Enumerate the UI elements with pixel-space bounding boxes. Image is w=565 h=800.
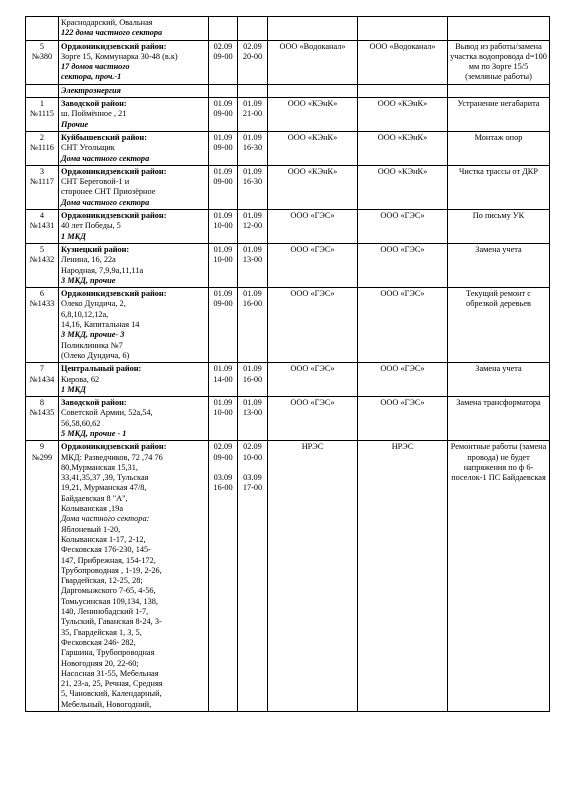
start-time: 10-00	[213, 255, 233, 265]
end-cell	[238, 98, 268, 132]
address-line: 35, Гвардейская 1, 3, 5,	[61, 627, 142, 637]
index-cell	[26, 288, 59, 363]
start-time: 09-00	[213, 177, 233, 187]
work-cell: Замена учета	[448, 243, 550, 287]
address-line: Кирова, 62	[61, 374, 100, 384]
row-code: №1115	[30, 109, 54, 119]
executor-cell: ООО «ГЭС»	[268, 288, 358, 363]
executor-cell: ООО «КЭнК»	[268, 165, 358, 209]
address-line: Гвардейская, 12-25, 28;	[61, 576, 143, 586]
address-line: Насосная 31-55, Мебельная	[61, 668, 159, 678]
summary-line: 3 МКД, прочие	[61, 275, 116, 285]
index-cell	[26, 243, 59, 287]
section-header-row	[26, 84, 550, 97]
work-cell: Монтаж опор	[448, 131, 550, 165]
work-cell: Чистка трассы от ДКР	[448, 165, 550, 209]
start-time: 09-00	[213, 51, 233, 61]
start-date: 02.09	[213, 442, 233, 452]
address-line: Трубопроводная , 1-19, 2-26,	[61, 565, 162, 575]
start-cell	[209, 363, 238, 397]
address-line: 40 лет Победы, 5	[61, 221, 121, 231]
start-time: 14-00	[213, 374, 233, 384]
end-time: 16-30	[242, 143, 263, 153]
executor-cell: ООО «КЭнК»	[268, 131, 358, 165]
address-cell	[59, 165, 209, 209]
end-time: 20-00	[242, 51, 263, 61]
summary-line: 3 МКД, прочие- 3	[61, 330, 125, 340]
executor-cell: ООО «ГЭС»	[268, 397, 358, 441]
start-cell	[209, 40, 238, 84]
executor-cell: ООО «КЭнК»	[268, 98, 358, 132]
start-cell	[209, 210, 238, 244]
address-line: Народная, 7,9,9а,11,11а	[61, 265, 144, 275]
address-cell	[59, 243, 209, 287]
address-line: Советской Армии, 52а,54,	[61, 408, 153, 418]
end-cell	[238, 210, 268, 244]
district-line: Орджоникидзевский район:	[61, 166, 167, 176]
owner-cell: ООО «ГЭС»	[358, 363, 448, 397]
row-code: №1431	[29, 221, 55, 231]
row-index: 1	[39, 99, 45, 109]
end-time: 16-30	[242, 177, 263, 187]
outage-row	[26, 441, 550, 712]
row-code: №1432	[29, 255, 55, 265]
owner-cell: ООО «ГЭС»	[358, 243, 448, 287]
row-code: №299	[31, 452, 53, 462]
start-date: 03.09	[213, 473, 233, 483]
end-date: 01.09	[243, 364, 262, 374]
address-line: Яблоневый 1-20,	[61, 524, 121, 534]
summary-line: сектора, проч.-1	[61, 72, 122, 82]
row-index: 9	[39, 442, 45, 452]
work-cell: Ремонтные работы (замена провода) не будет напряжения по ф 6-поселок-1 ПС Байдаевская	[448, 441, 550, 712]
district-line: Орджоникидзевский район:	[61, 41, 167, 51]
end-cell	[238, 397, 268, 441]
district-line: Орджоникидзевский район:	[61, 289, 167, 299]
outage-schedule-table	[25, 16, 550, 712]
address-line: Байдаевская 8 "А",	[61, 493, 128, 503]
start-cell	[209, 441, 238, 712]
start-date: 01.09	[213, 289, 233, 299]
summary-line: Прочие	[61, 119, 89, 129]
address-line: СНТ Береговой-1 и	[61, 177, 130, 187]
address-cell	[59, 98, 209, 132]
start-date: 02.09	[213, 41, 233, 51]
address-cell	[59, 363, 209, 397]
address-line: Краснодарский, Овальная	[61, 18, 153, 27]
end-date: 01.09	[243, 398, 262, 408]
address-line: Зорге 15, Коммунарка 30-48 (в.к)	[61, 51, 178, 61]
address-cell	[59, 40, 209, 84]
row-code: №1433	[29, 299, 55, 309]
start-date: 01.09	[213, 244, 233, 254]
end-time: 10-00	[242, 452, 263, 462]
district-line: Заводской район:	[61, 99, 127, 109]
start-cell	[209, 131, 238, 165]
owner-cell: ООО «ГЭС»	[358, 288, 448, 363]
outage-row	[26, 165, 550, 209]
start-time: 09-00	[213, 109, 233, 119]
end-cell	[238, 40, 268, 84]
start-cell	[209, 288, 238, 363]
work-cell: Вывод из работы/замена участка водопровода d=100 мм по Зорге 15/5 (земляные работы)	[448, 40, 550, 84]
district-line: Куйбышевский район:	[61, 132, 147, 142]
row-code: №1116	[30, 143, 54, 153]
address-line: 56,58,60,62	[61, 418, 101, 428]
start-date: 01.09	[213, 99, 233, 109]
address-cell	[59, 288, 209, 363]
district-line: Орджоникидзевский район:	[61, 442, 167, 452]
index-cell	[26, 210, 59, 244]
end-date: 01.09	[243, 132, 262, 142]
start-date: 01.09	[213, 364, 233, 374]
summary-line: 1 МКД	[61, 231, 86, 241]
address-line: 5, Чановский, Календарный,	[61, 689, 162, 699]
address-line: Олеко Дундича, 2,	[61, 299, 126, 309]
end-cell	[238, 243, 268, 287]
start-date: 01.09	[213, 132, 233, 142]
address-cell	[59, 131, 209, 165]
summary-line: 17 домов частного	[61, 62, 130, 72]
address-line: Поликлиника №7	[61, 340, 123, 350]
address-cell	[59, 17, 209, 41]
district-line: Заводской район:	[61, 398, 127, 408]
outage-row	[26, 397, 550, 441]
outage-row	[26, 363, 550, 397]
executor-cell: ООО «ГЭС»	[268, 243, 358, 287]
address-line: ш. Поймённое , 21	[61, 109, 127, 119]
continued-row	[26, 17, 550, 41]
index-cell	[26, 165, 59, 209]
address-line: Гаршина, Трубопроводная	[61, 648, 155, 658]
executor-cell: ООО «Водоканал»	[268, 40, 358, 84]
private-sector-heading: Дома частного сектора:	[61, 514, 150, 524]
work-cell: По письму УК	[448, 210, 550, 244]
row-code: №1435	[29, 408, 55, 418]
executor-cell: НРЭС	[268, 441, 358, 712]
address-line: Фесковская 176-230, 145-	[61, 545, 151, 555]
end-date: 01.09	[243, 244, 262, 254]
end-date: 02.09	[243, 41, 262, 51]
start-cell	[209, 165, 238, 209]
index-cell	[26, 397, 59, 441]
end-cell	[238, 288, 268, 363]
summary-line: Дома частного сектора	[61, 153, 150, 163]
end-date: 01.09	[243, 166, 262, 176]
row-index: 4	[39, 211, 45, 221]
index-cell	[26, 40, 59, 84]
end-time: 13-00	[242, 408, 263, 418]
start-time: 16-00	[213, 483, 233, 493]
start-date: 01.09	[213, 211, 233, 221]
owner-cell: ООО «Водоканал»	[358, 40, 448, 84]
row-code: №1117	[30, 177, 54, 187]
end-date: 01.09	[243, 99, 262, 109]
address-line: 14,16, Капитальная 14	[61, 320, 140, 330]
end-cell	[238, 441, 268, 712]
end-time: 21-00	[242, 109, 263, 119]
start-cell	[209, 397, 238, 441]
address-line: (Олеко Дундича, 6)	[61, 350, 130, 360]
owner-cell: ООО «ГЭС»	[358, 397, 448, 441]
address-line: Новогодняя 20, 22-60;	[61, 658, 139, 668]
start-time: 09-00	[213, 452, 233, 462]
executor-cell: ООО «ГЭС»	[268, 210, 358, 244]
address-line: Мебельный, Новогодний,	[61, 699, 152, 709]
address-line: 33,41,35,37 ,39, Тульская	[61, 473, 149, 483]
district-line: Кузнецкий район:	[61, 244, 130, 254]
row-index: 7	[39, 364, 45, 374]
work-cell: Текущий ремонт с обрезкой деревьев	[448, 288, 550, 363]
end-time: 13-00	[242, 255, 263, 265]
work-cell: Замена трансформатора	[448, 397, 550, 441]
start-time: 10-00	[213, 221, 233, 231]
start-time: 10-00	[213, 408, 233, 418]
outage-row	[26, 210, 550, 244]
owner-cell: ООО «КЭнК»	[358, 131, 448, 165]
owner-cell: ООО «ГЭС»	[358, 210, 448, 244]
index-cell	[26, 131, 59, 165]
address-line: 19,21, Мурманская 47/8,	[61, 483, 147, 493]
address-line: 80,Мурманская 15,31,	[61, 462, 138, 472]
row-code: №1434	[29, 374, 55, 384]
section-title: Электроэнергия	[59, 84, 209, 97]
address-line: 6,8,10,12,12а,	[61, 309, 109, 319]
end-cell	[238, 363, 268, 397]
summary-line: Дома частного сектора	[61, 197, 150, 207]
summary-line: 1 МКД	[61, 384, 86, 394]
summary-line: 122 дома частного сектора	[61, 28, 163, 38]
address-line: сторонее СНТ Приозёрное	[61, 187, 156, 197]
end-cell	[238, 165, 268, 209]
outage-row	[26, 131, 550, 165]
address-line: СНТ Угольщик	[61, 143, 115, 153]
address-line: МКД: Разведчиков, 72 ,74 76	[61, 452, 163, 462]
address-cell	[59, 210, 209, 244]
end-date: 01.09	[243, 211, 262, 221]
address-line: Колыванская ,19а	[61, 504, 124, 514]
district-line: Центральный район:	[61, 364, 142, 374]
row-code: №380	[31, 51, 53, 61]
row-index: 5	[39, 244, 45, 254]
row-index: 6	[39, 289, 45, 299]
address-line: Колыванская 1-17, 2-12,	[61, 534, 146, 544]
end-time: 17-00	[242, 483, 263, 493]
work-cell: Замена учета	[448, 363, 550, 397]
water-row	[26, 40, 550, 84]
end-time: 16-00	[242, 299, 263, 309]
start-time: 09-00	[213, 299, 233, 309]
address-line: Даргомыжского 7-65, 4-56,	[61, 586, 156, 596]
end-date: 03.09	[243, 473, 262, 483]
start-cell	[209, 98, 238, 132]
end-date: 01.09	[243, 289, 262, 299]
start-time: 09-00	[213, 143, 233, 153]
address-line: Томьусинская 109,134, 138,	[61, 596, 158, 606]
outage-row	[26, 98, 550, 132]
address-cell	[59, 397, 209, 441]
index-cell	[26, 98, 59, 132]
owner-cell: ООО «КЭнК»	[358, 165, 448, 209]
address-line: Фесковская 246- 282,	[61, 637, 136, 647]
row-index: 8	[39, 398, 45, 408]
address-line: 21, 23-а, 25, Речная, Средняя	[61, 679, 163, 689]
address-line: Тульский, Гаванская 8-24, 3-	[61, 617, 162, 627]
summary-line: 5 МКД, прочие - 1	[61, 428, 127, 438]
work-cell: Устранение негабарита	[448, 98, 550, 132]
end-time: 12-00	[242, 221, 263, 231]
address-cell	[59, 441, 209, 712]
end-cell	[238, 131, 268, 165]
row-index: 2	[39, 132, 45, 142]
outage-row	[26, 288, 550, 363]
start-cell	[209, 243, 238, 287]
address-line: 140, Ленинобадский 1-7,	[61, 607, 149, 617]
end-time: 16-00	[242, 374, 263, 384]
owner-cell: ООО «КЭнК»	[358, 98, 448, 132]
row-index: 3	[39, 166, 45, 176]
address-line: 147, Прибрежная, 154-172,	[61, 555, 156, 565]
row-index: 5	[39, 41, 45, 51]
executor-cell: ООО «ГЭС»	[268, 363, 358, 397]
start-date: 01.09	[213, 398, 233, 408]
outage-row	[26, 243, 550, 287]
owner-cell: НРЭС	[358, 441, 448, 712]
index-cell	[26, 363, 59, 397]
end-date: 02.09	[243, 442, 262, 452]
start-date: 01.09	[213, 166, 233, 176]
address-line: Ленина, 16, 22а	[61, 255, 116, 265]
district-line: Орджоникидзевский район:	[61, 211, 167, 221]
index-cell	[26, 441, 59, 712]
